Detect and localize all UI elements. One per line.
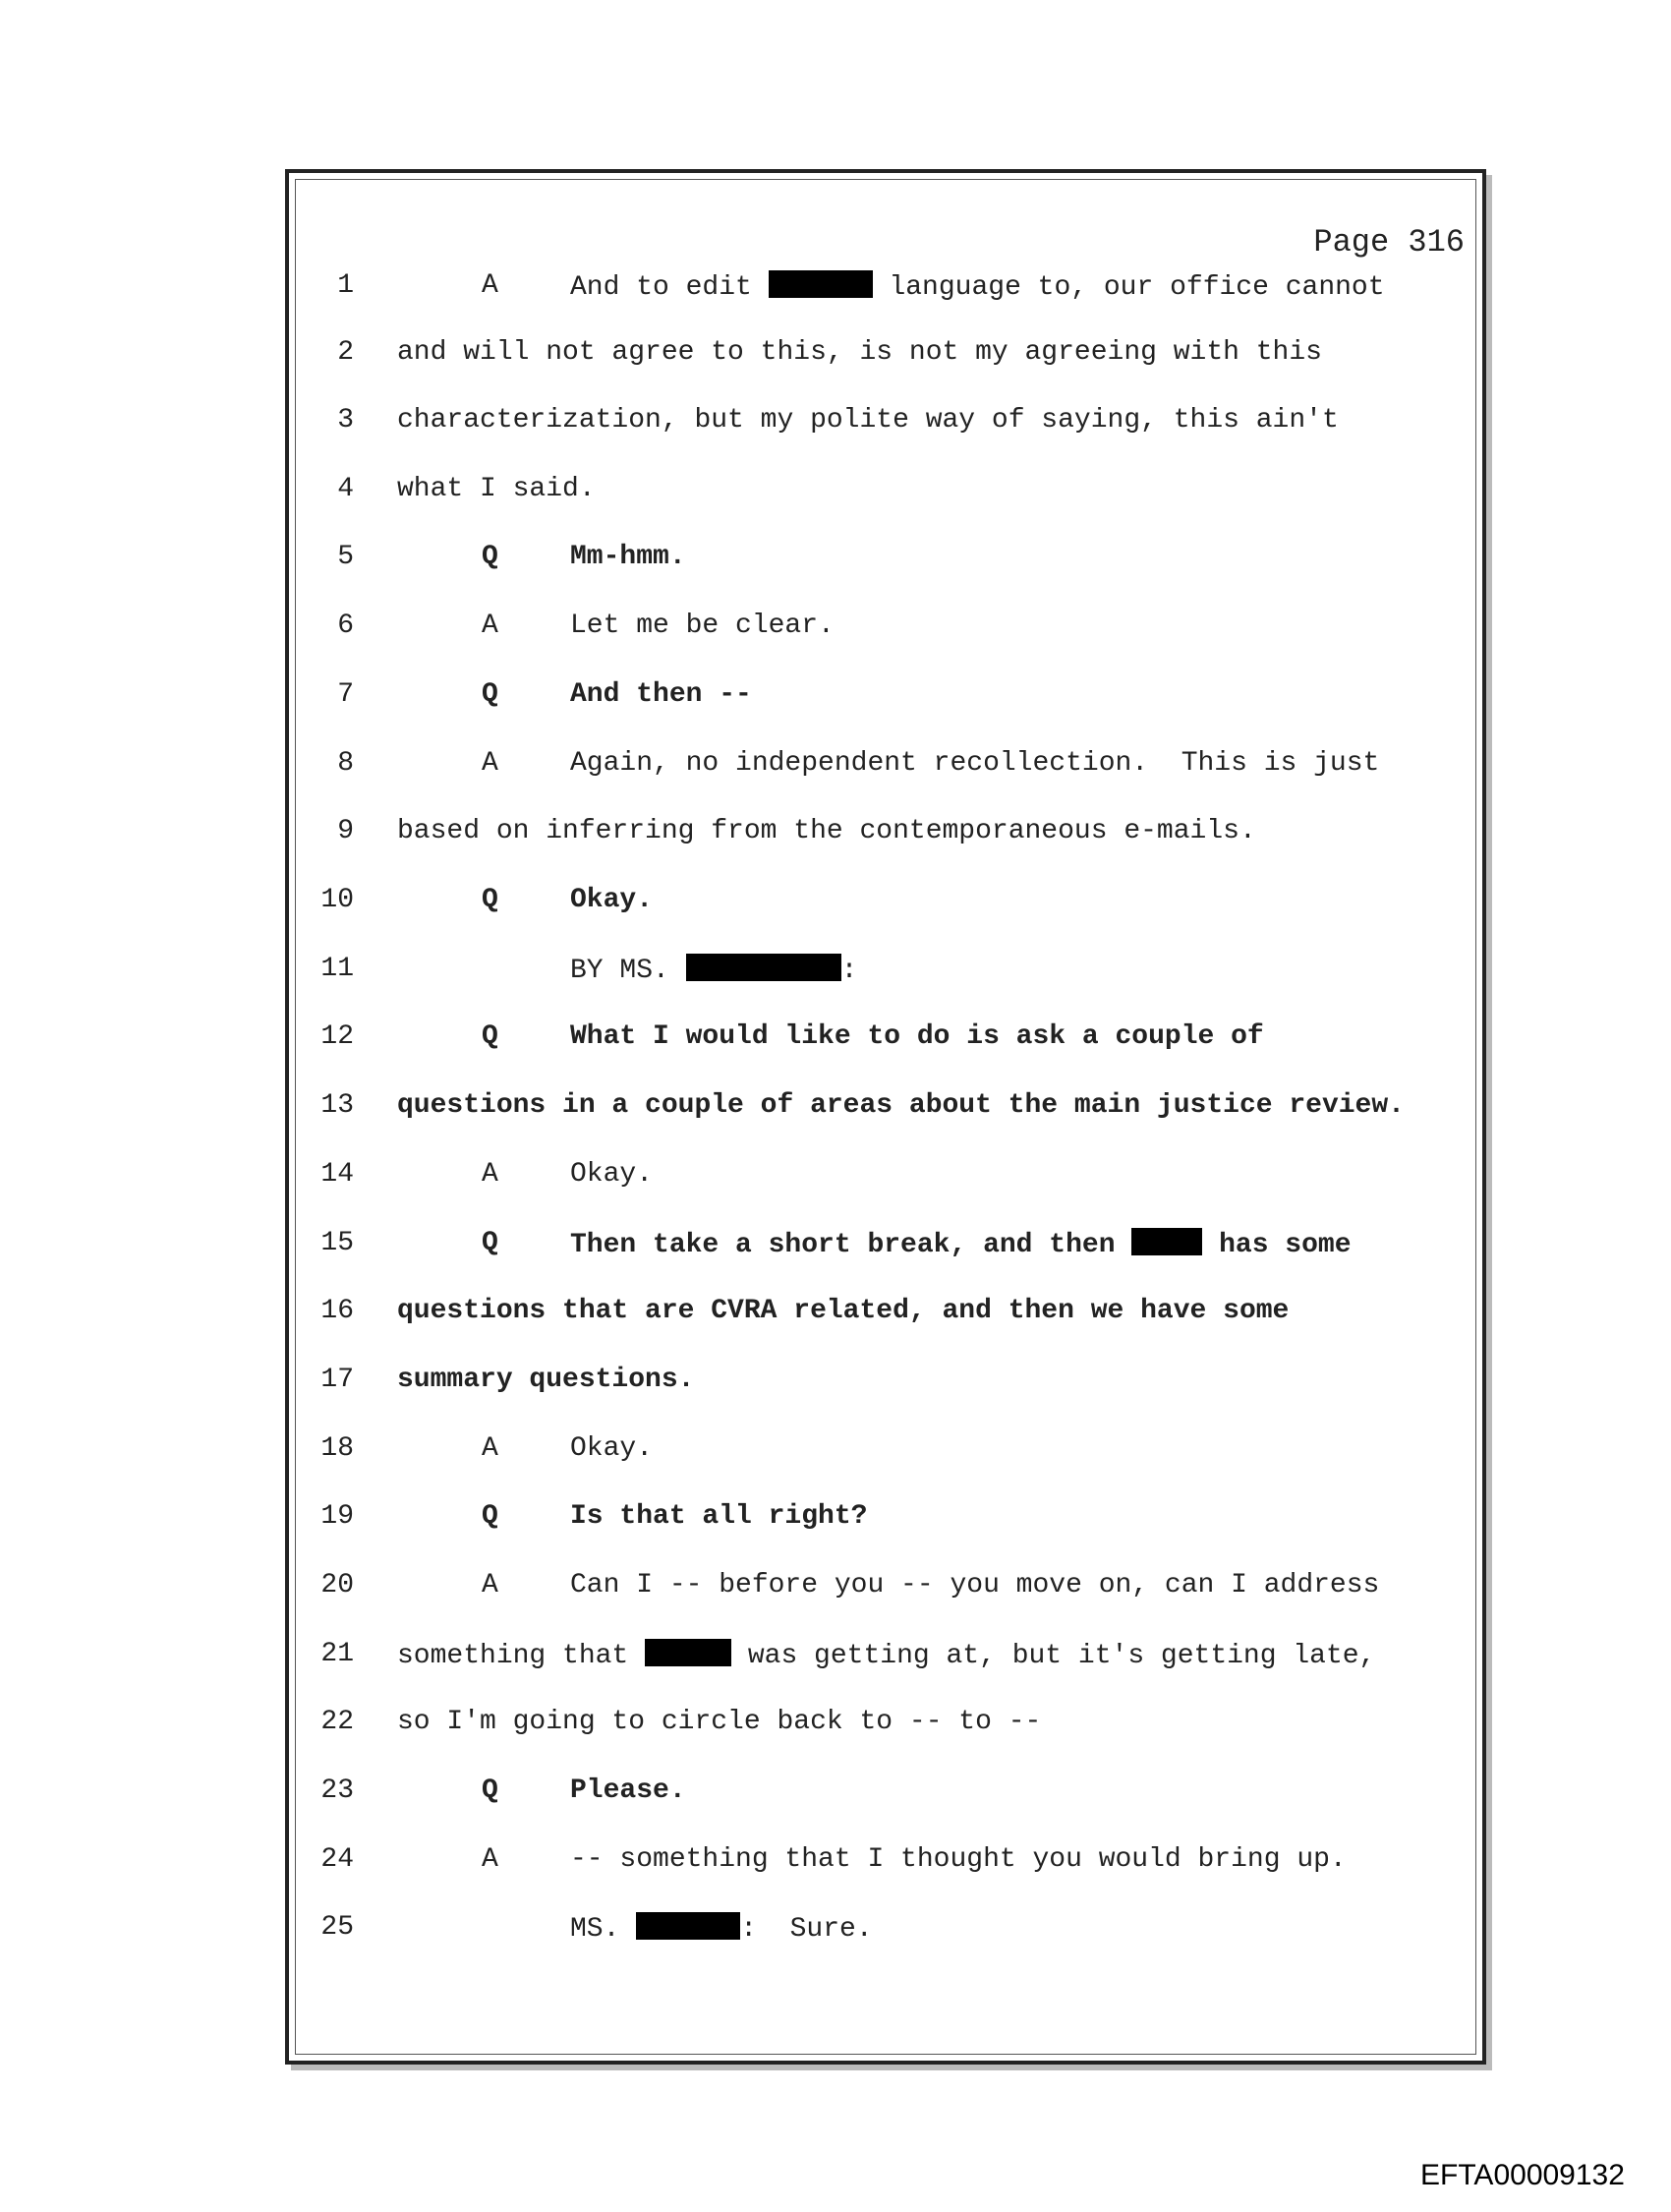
line-text: and will not agree to this, is not my agreeing with this xyxy=(397,337,1322,368)
speaker-label: A xyxy=(482,611,498,641)
line-number: 12 xyxy=(320,1021,354,1052)
line-text xyxy=(570,954,857,986)
line-number: 24 xyxy=(320,1844,354,1875)
line-number: 13 xyxy=(320,1090,354,1121)
transcript-line-17 xyxy=(295,1365,1465,1424)
line-number: 6 xyxy=(337,611,354,641)
transcript-line-6 xyxy=(295,611,1465,669)
speaker-label: A xyxy=(482,270,498,301)
speaker-label: Q xyxy=(482,885,498,915)
line-text xyxy=(570,270,1385,303)
line-text xyxy=(397,1639,1375,1671)
transcript-line-1 xyxy=(295,270,1465,329)
transcript-line-25 xyxy=(295,1912,1465,1971)
transcript-line-19 xyxy=(295,1501,1465,1560)
transcript-line-21 xyxy=(295,1639,1465,1698)
line-number: 25 xyxy=(320,1912,354,1943)
line-text-part: And to edit xyxy=(570,272,769,303)
transcript-line-22 xyxy=(295,1707,1465,1766)
line-text-part: was getting at, but it's getting late, xyxy=(731,1641,1376,1671)
line-text: What I would like to do is ask a couple of xyxy=(570,1021,1264,1052)
line-text: And then -- xyxy=(570,679,752,710)
line-text: Can I -- before you -- you move on, can I address xyxy=(570,1570,1380,1601)
line-text: so I'm going to circle back to -- to -- xyxy=(397,1707,1042,1737)
transcript-line-10 xyxy=(295,885,1465,944)
redaction-block xyxy=(769,270,873,298)
line-number: 22 xyxy=(320,1707,354,1737)
line-number: 8 xyxy=(337,748,354,779)
line-text: what I said. xyxy=(397,474,596,504)
line-text: Mm-hmm. xyxy=(570,542,686,572)
line-text: characterization, but my polite way of saying, this ain't xyxy=(397,405,1339,436)
line-text xyxy=(570,1228,1352,1260)
transcript-line-24 xyxy=(295,1844,1465,1903)
transcript-line-11 xyxy=(295,954,1465,1013)
speaker-label: A xyxy=(482,1159,498,1190)
speaker-label: Q xyxy=(482,1021,498,1052)
speaker-label: A xyxy=(482,1570,498,1601)
line-text: Please. xyxy=(570,1775,686,1806)
line-number: 4 xyxy=(337,474,354,504)
transcript-line-12 xyxy=(295,1021,1465,1080)
line-text: Okay. xyxy=(570,885,654,915)
redaction-block xyxy=(636,1912,740,1940)
line-text-part: : xyxy=(840,956,858,986)
speaker-label: A xyxy=(482,748,498,779)
line-text: Is that all right? xyxy=(570,1501,868,1532)
line-text-part: : Sure. xyxy=(740,1914,873,1945)
transcript-line-8 xyxy=(295,748,1465,807)
line-number: 20 xyxy=(320,1570,354,1601)
line-text-part: BY MS. xyxy=(570,956,686,986)
line-text: Let me be clear. xyxy=(570,611,835,641)
line-text: Okay. xyxy=(570,1433,654,1464)
line-text: Again, no independent recollection. This is just xyxy=(570,748,1380,779)
line-number: 11 xyxy=(320,954,354,984)
transcript-line-23 xyxy=(295,1775,1465,1834)
line-text: questions in a couple of areas about the main justice review. xyxy=(397,1090,1405,1121)
transcript-line-13 xyxy=(295,1090,1465,1149)
speaker-label: A xyxy=(482,1844,498,1875)
line-number: 18 xyxy=(320,1433,354,1464)
line-number: 3 xyxy=(337,405,354,436)
speaker-label: Q xyxy=(482,679,498,710)
line-number: 19 xyxy=(320,1501,354,1532)
transcript-line-7 xyxy=(295,679,1465,738)
redaction-block xyxy=(645,1639,731,1666)
line-text: Okay. xyxy=(570,1159,654,1190)
transcript-line-14 xyxy=(295,1159,1465,1218)
line-number: 17 xyxy=(320,1365,354,1395)
line-number: 21 xyxy=(320,1639,354,1669)
line-text xyxy=(570,1912,873,1945)
transcript-line-4 xyxy=(295,474,1465,533)
transcript-line-16 xyxy=(295,1296,1465,1355)
speaker-label: Q xyxy=(482,542,498,572)
transcript-line-5 xyxy=(295,542,1465,601)
line-text: summary questions. xyxy=(397,1365,695,1395)
line-number: 9 xyxy=(337,816,354,846)
line-number: 10 xyxy=(320,885,354,915)
line-number: 14 xyxy=(320,1159,354,1190)
redaction-block xyxy=(1131,1228,1202,1255)
line-number: 15 xyxy=(320,1228,354,1258)
line-text-part: something that xyxy=(397,1641,646,1671)
line-number: 1 xyxy=(337,270,354,301)
line-number: 5 xyxy=(337,542,354,572)
line-text: based on inferring from the contemporaneous e-mails. xyxy=(397,816,1256,846)
transcript-line-20 xyxy=(295,1570,1465,1629)
line-number: 16 xyxy=(320,1296,354,1326)
transcript-line-9 xyxy=(295,816,1465,875)
line-text-part: has some xyxy=(1202,1230,1352,1260)
line-text-part: Then take a short break, and then xyxy=(570,1230,1132,1260)
speaker-label: Q xyxy=(482,1775,498,1806)
transcript-line-15 xyxy=(295,1228,1465,1287)
transcript-line-3 xyxy=(295,405,1465,464)
line-number: 7 xyxy=(337,679,354,710)
line-number: 2 xyxy=(337,337,354,368)
speaker-label: Q xyxy=(482,1501,498,1532)
page-number: Page 316 xyxy=(1313,224,1465,261)
line-text: questions that are CVRA related, and then we have some xyxy=(397,1296,1290,1326)
speaker-label: A xyxy=(482,1433,498,1464)
transcript-line-18 xyxy=(295,1433,1465,1492)
speaker-label: Q xyxy=(482,1228,498,1258)
line-text-part: MS. xyxy=(570,1914,637,1945)
line-number: 23 xyxy=(320,1775,354,1806)
redaction-block xyxy=(686,954,841,981)
transcript-line-2 xyxy=(295,337,1465,396)
line-text-part: language to, our office cannot xyxy=(872,272,1385,303)
line-text: -- something that I thought you would bring up. xyxy=(570,1844,1347,1875)
document-bates-id: EFTA00009132 xyxy=(1420,2159,1625,2191)
